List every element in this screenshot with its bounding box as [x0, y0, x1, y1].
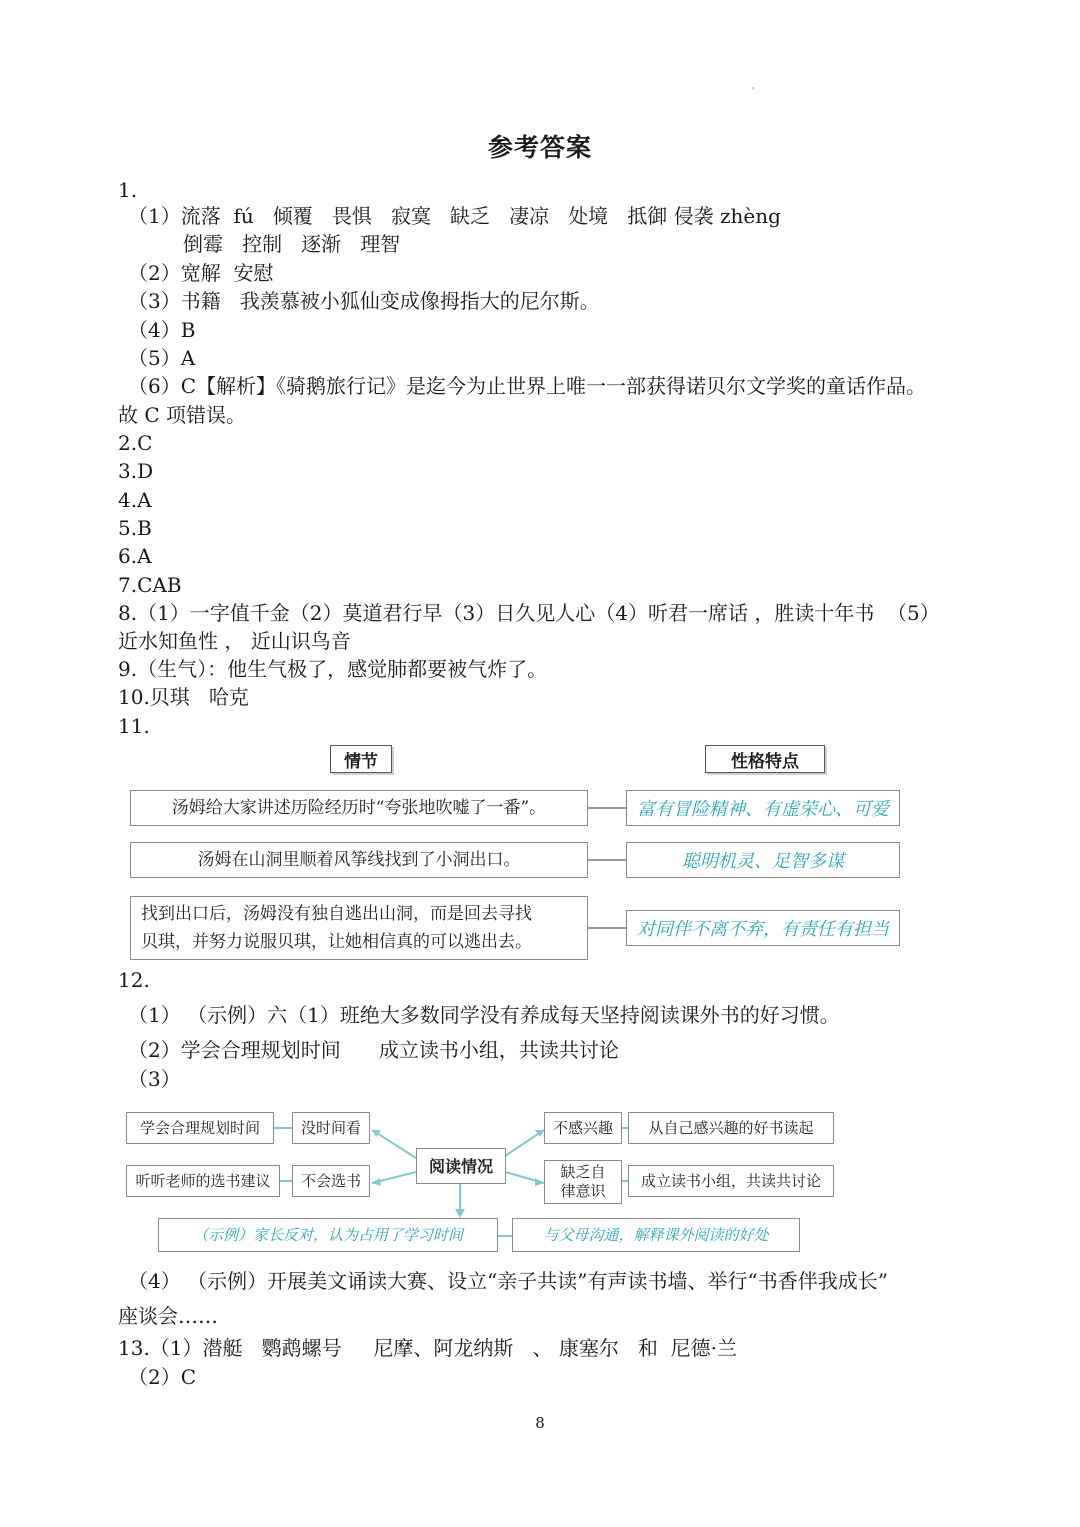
- trait-row-1-text: 富有冒险精神、有虚荣心、可爱: [637, 799, 889, 820]
- q1-part2: （2）宽解 安慰: [128, 261, 274, 285]
- solution-plan-time-text: 学会合理规划时间: [139, 1118, 260, 1137]
- solution-reading-group: [628, 1165, 834, 1197]
- answer-4: 4.A: [118, 488, 152, 512]
- page-number: 8: [535, 1414, 545, 1432]
- q13-part1: 13.（1）潜艇 鹦鹉螺号 尼摩、阿龙纳斯 、 康塞尔 和 尼德·兰: [118, 1336, 737, 1360]
- q10: 10.贝琪 哈克: [118, 685, 249, 709]
- problem-cannot-choose-text: 不会选书: [300, 1171, 361, 1190]
- q1-part4: （4）B: [128, 318, 196, 342]
- answer-5: 5.B: [118, 516, 152, 540]
- q12-part4-line1: （4） （示例）开展美文诵读大赛、设立“亲子共读”有声读书墙、举行“书香伴我成长”: [128, 1269, 888, 1293]
- q12-part3: （3）: [128, 1067, 181, 1091]
- trait-header: 性格特点: [705, 745, 825, 773]
- trait-row-2-text: 聪明机灵、足智多谋: [682, 851, 844, 872]
- problem-parents-oppose: [158, 1218, 498, 1252]
- problem-no-time: [292, 1112, 370, 1144]
- q1-part1-line1: （1）流落 fú 倾覆 畏惧 寂寞 缺乏 凄凉 处境 抵御 侵袭 zhèng: [128, 204, 781, 228]
- plot-row-1-text: 汤姆给大家讲述历险经历时“夸张地吹嘘了一番”。: [171, 798, 547, 818]
- problem-cannot-choose: [292, 1165, 370, 1197]
- solution-plan-time: [126, 1112, 274, 1144]
- plot-row-3-text-line2: 贝琪，并努力说服贝琪，让她相信真的可以逃出去。: [141, 932, 532, 952]
- plot-row-2-text: 汤姆在山洞里顺着风筝线找到了小洞出口。: [197, 850, 521, 870]
- q1-part6-line2: 故 C 项错误。: [118, 403, 247, 427]
- q12-part1: （1） （示例）六（1）班绝大多数同学没有养成每天坚持阅读课外书的好习惯。: [128, 1003, 840, 1027]
- q9: 9.（生气）：他生气极了，感觉肺都要被气炸了。: [118, 657, 548, 681]
- solution-talk-parents-text: 与父母沟通，解释课外阅读的好处: [543, 1225, 769, 1244]
- q12-part2: （2）学会合理规划时间 成立读书小组，共读共讨论: [128, 1038, 619, 1062]
- trait-row-3-text: 对同伴不离不弃，有责任有担当: [637, 919, 889, 940]
- corner-mark: ': [752, 86, 755, 95]
- solution-interest-books-text: 从自己感兴趣的好书读起: [648, 1118, 814, 1137]
- mindmap-center-text: 阅读情况: [428, 1156, 493, 1176]
- q1-part6-line1: （6）C【解析】《骑鹅旅行记》是迄今为止世界上唯一一部获得诺贝尔文学奖的童话作品。: [128, 374, 927, 398]
- plot-header: 情节: [330, 745, 392, 773]
- solution-interest-books: [628, 1112, 834, 1144]
- problem-self-discipline-line1: 缺乏自: [560, 1163, 606, 1181]
- solution-talk-parents: [512, 1218, 800, 1252]
- q12-number: 12.: [118, 968, 150, 992]
- problem-not-interested-text: 不感兴趣: [552, 1118, 613, 1137]
- mindmap-center: [416, 1148, 506, 1184]
- q1-number: 1.: [118, 178, 138, 202]
- answer-3: 3.D: [118, 459, 154, 483]
- solution-teacher-advice: [126, 1165, 280, 1197]
- page-title: 参考答案: [487, 133, 592, 162]
- problem-no-time-text: 没时间看: [300, 1118, 361, 1137]
- q11-number: 11.: [118, 714, 150, 738]
- answer-6: 6.A: [118, 544, 152, 568]
- q1-part1-line2: 倒霉 控制 逐渐 理智: [183, 232, 401, 256]
- q8-line2: 近水知鱼性 ， 近山识鸟音: [118, 629, 351, 653]
- problem-self-discipline-line2: 律意识: [560, 1182, 606, 1200]
- problem-parents-oppose-text: （示例）家长反对，认为占用了学习时间: [192, 1225, 463, 1244]
- problem-self-discipline: [544, 1160, 622, 1204]
- answer-2: 2.C: [118, 431, 153, 455]
- solution-teacher-advice-text: 听听老师的选书建议: [135, 1171, 271, 1190]
- answer-7: 7.CAB: [118, 573, 182, 597]
- q1-part5: （5）A: [128, 346, 196, 370]
- q12-part4-line2: 座谈会……: [118, 1304, 218, 1328]
- q1-part3: （3）书籍 我羡慕被小狐仙变成像拇指大的尼尔斯。: [128, 289, 600, 313]
- problem-not-interested: [544, 1112, 622, 1144]
- solution-reading-group-text: 成立读书小组，共读共讨论: [640, 1171, 821, 1190]
- q13-part2: （2）C: [128, 1365, 197, 1389]
- plot-row-3-text-line1: 找到出口后，汤姆没有独自逃出山洞，而是回去寻找: [141, 904, 532, 924]
- q8-line1: 8.（1）一字值千金（2）莫道君行早（3）日久见人心（4）听君一席话 ，胜读十年书 （5）: [118, 601, 940, 625]
